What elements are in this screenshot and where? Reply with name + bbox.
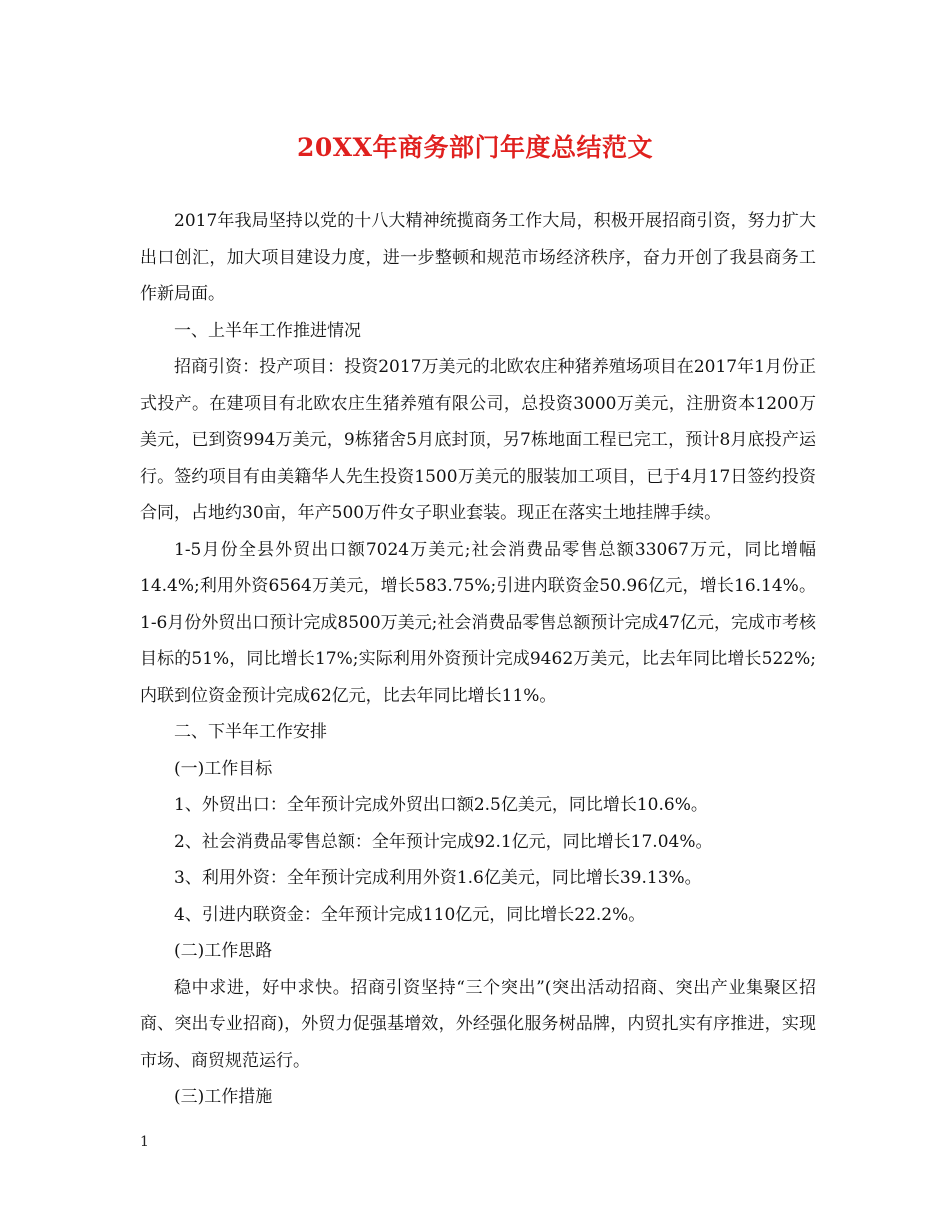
investment-paragraph: 招商引资：投产项目：投资2017万美元的北欧农庄种猪养殖场项目在2017年1月份正式投产。在建项目有北欧农庄生猪养殖有限公司，总投资3000万美元，注册资本1200万美元，已到资994万美元，9栋猪舍5月底封顶，另7栋地面工程已完工，预计8月底投产运行。签约项目有由美籍华人先生投资1500万美元的服装加工项目，已于4月17日签约投资合同，占地约30亩，年产500万件女子职业套装。现正在落实土地挂牌手续。	[140, 357, 816, 523]
subheading-approach: (二)工作思路	[174, 941, 273, 961]
subheading-measures: (三)工作措施	[174, 1087, 273, 1107]
approach-paragraph: 稳中求进，好中求快。招商引资坚持“三个突出”(突出活动招商、突出产业集聚区招商、突出专业招商)，外贸力促强基增效，外经强化服务树品牌，内贸扎实有序推进，实现市场、商贸规范运行。	[140, 977, 816, 1071]
goal-item: 1、外贸出口：全年预计完成外贸出口额2.5亿美元，同比增长10.6%。	[174, 795, 708, 815]
goal-item: 3、利用外资：全年预计完成利用外资1.6亿美元，同比增长39.13%。	[174, 868, 702, 888]
section-heading-first-half: 一、上半年工作推进情况	[174, 320, 361, 341]
document-title: 20XX年商务部门年度总结范文	[296, 133, 654, 162]
subheading-goals: (一)工作目标	[174, 758, 273, 779]
intro-paragraph: 2017年我局坚持以党的十八大精神统揽商务工作大局，积极开展招商引资，努力扩大出口创汇，加大项目建设力度，进一步整顿和规范市场经济秩序，奋力开创了我县商务工作新局面。	[140, 211, 816, 304]
page-number: 1	[140, 1134, 149, 1150]
goal-item: 2、社会消费品零售总额：全年预计完成92.1亿元，同比增长17.04%。	[174, 831, 713, 852]
section-heading-second-half: 二、下半年工作安排	[174, 722, 327, 742]
document-body	[140, 203, 816, 1116]
statistics-paragraph: 1-5月份全县外贸出口额7024万美元;社会消费品零售总额33067万元，同比增幅14.4%;利用外资6564万美元，增长583.75%;引进内联资金50.96亿元，增长16.14%。1-6月份外贸出口预计完成8500万美元;社会消费品零售总额预计完成47亿元，完成市考核目标的51%，同比增长17%;实际利用外资预计完成9462万美元，比去年同比增长522%;内联到位资金预计完成62亿元，比去年同比增长11%。	[140, 539, 816, 706]
goal-item: 4、引进内联资金：全年预计完成110亿元，同比增长22.2%。	[174, 904, 646, 925]
